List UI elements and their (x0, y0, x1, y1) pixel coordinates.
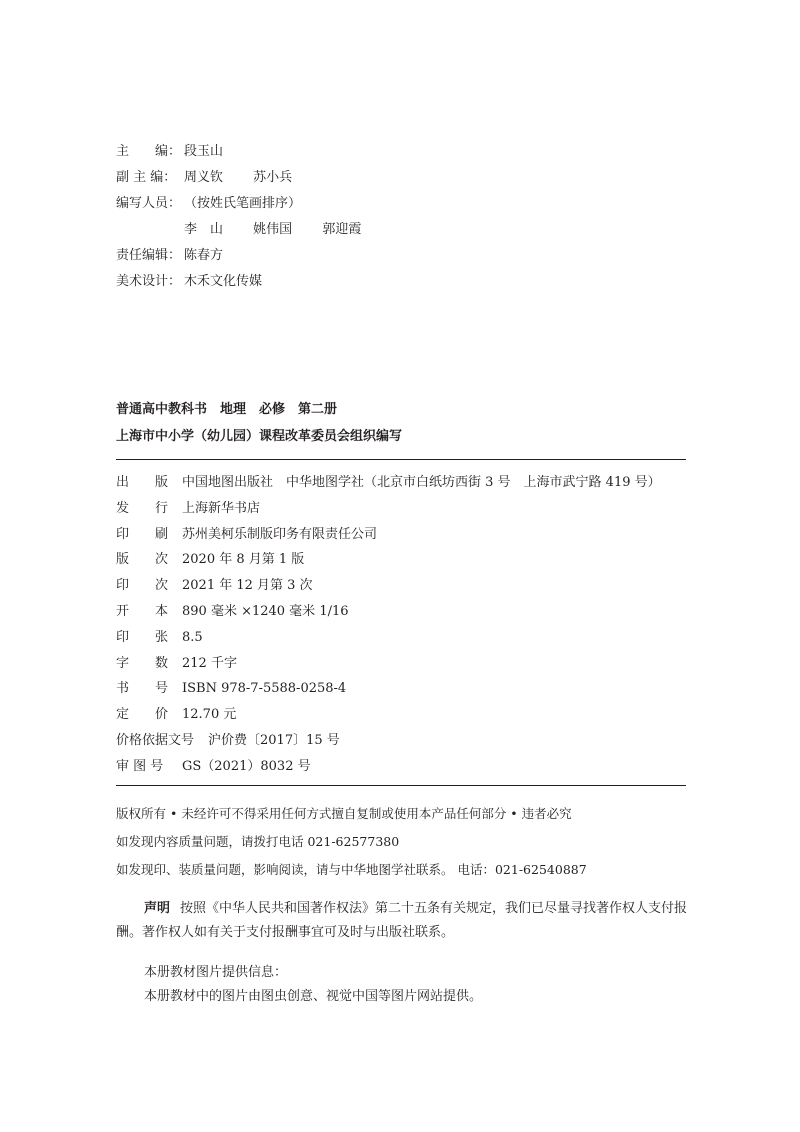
pub-row (116, 547, 305, 573)
credit-label: 主 编： (116, 144, 182, 159)
credit-value: 段玉山 (184, 144, 224, 159)
pub-row (116, 573, 313, 599)
credit-responsible-editor (116, 243, 224, 269)
divider (116, 785, 686, 786)
pub-key: 价格依据文号 (116, 732, 195, 748)
rights-notice (116, 800, 587, 884)
rights-line: 版权所有 • 未经许可不得采用任何方式擅自复制或使用本产品任何部分 • 违者必究 (116, 806, 572, 821)
pub-row (116, 651, 237, 677)
pub-key: 书 号 (116, 681, 169, 697)
credit-writers (116, 191, 302, 217)
credit-label: 副 主 编： (116, 170, 177, 185)
pub-key: 定 价 (116, 707, 169, 723)
pub-key: 印 张 (116, 629, 169, 645)
credit-label: 编写人员： (116, 196, 182, 211)
rights-line: 如发现内容质量问题，请拨打电话 021-62577380 (116, 834, 400, 849)
credit-label: 美术设计： (116, 274, 182, 289)
credit-name: 姚伟国 (253, 222, 293, 237)
credit-art-design (116, 269, 263, 295)
book-title: 普通高中教科书 地理 必修 第二册 (116, 402, 338, 417)
pub-value: GS（2021）8032 号 (182, 758, 311, 774)
pub-value: 2021 年 12 月第 3 次 (182, 578, 313, 594)
credit-names (184, 165, 318, 191)
credit-names (184, 217, 387, 243)
credits-block (116, 139, 362, 295)
pub-row (116, 522, 378, 548)
rights-line: 如发现印、装质量问题，影响阅读，请与中华地图学社联系。 电话：021-62540887 (116, 862, 587, 877)
divider (116, 459, 686, 460)
credit-deputy-editors (116, 165, 293, 191)
credit-name: 李 山 (184, 222, 224, 237)
pub-row (116, 470, 661, 496)
pub-key: 字 数 (116, 655, 169, 671)
declaration-text: 按照《中华人民共和国著作权法》第二十五条有关规定，我们已尽量寻找著作权人支付报酬。著作权人如有关于支付报酬事宜可及时与出版社联系。 (116, 901, 688, 940)
credit-value: 陈春方 (184, 248, 224, 263)
publication-details (116, 470, 661, 780)
pub-value: 12.70 元 (182, 707, 237, 723)
book-info (116, 398, 402, 449)
pub-value: ISBN 978-7-5588-0258-4 (182, 681, 347, 697)
pub-value: 8.5 (182, 629, 203, 645)
credit-name: 苏小兵 (253, 170, 293, 185)
credit-note: （按姓氏笔画排序） (184, 196, 302, 211)
pub-key: 审 图 号 (116, 758, 164, 774)
pub-row (116, 625, 203, 651)
pub-value: 上海新华书店 (182, 500, 261, 516)
credit-name: 郭迎霞 (322, 222, 362, 237)
pub-value: 890 毫米 ×1240 毫米 1/16 (182, 603, 349, 619)
image-info-line: 本册教材图片提供信息： (144, 965, 288, 980)
credit-chief-editor (116, 139, 224, 165)
pub-key: 出 版 (116, 475, 169, 490)
pub-row (116, 599, 349, 625)
declaration-paragraph (116, 897, 688, 945)
credit-name: 周义钦 (184, 170, 224, 185)
pub-value: 2020 年 8 月第 1 版 (182, 552, 305, 568)
image-credit-info (144, 961, 482, 1009)
pub-value: 中国地图出版社 中华地图学社（北京市白纸坊西街 3 号 上海市武宁路 419 号） (182, 475, 661, 490)
credit-value: 木禾文化传媒 (184, 274, 263, 289)
declaration (116, 897, 688, 945)
pub-key: 版 次 (116, 552, 169, 568)
pub-row (116, 754, 311, 780)
credit-label: 责任编辑： (116, 248, 182, 263)
pub-key: 印 刷 (116, 526, 169, 542)
pub-value: 212 千字 (182, 655, 237, 671)
pub-row (116, 676, 347, 702)
declaration-heading: 声明 (144, 901, 171, 916)
pub-key: 开 本 (116, 603, 169, 619)
book-organizer: 上海市中小学（幼儿园）课程改革委员会组织编写 (116, 429, 403, 444)
pub-key: 印 次 (116, 578, 169, 594)
pub-row (116, 702, 237, 728)
pub-value: 沪价费〔2017〕15 号 (208, 732, 340, 748)
pub-key: 发 行 (116, 500, 169, 516)
pub-value: 苏州美柯乐制版印务有限责任公司 (182, 526, 378, 542)
image-info-line: 本册教材中的图片由图虫创意、视觉中国等图片网站提供。 (144, 989, 483, 1004)
pub-row (116, 496, 261, 522)
credit-writer-names (116, 217, 362, 243)
pub-row (116, 728, 340, 754)
